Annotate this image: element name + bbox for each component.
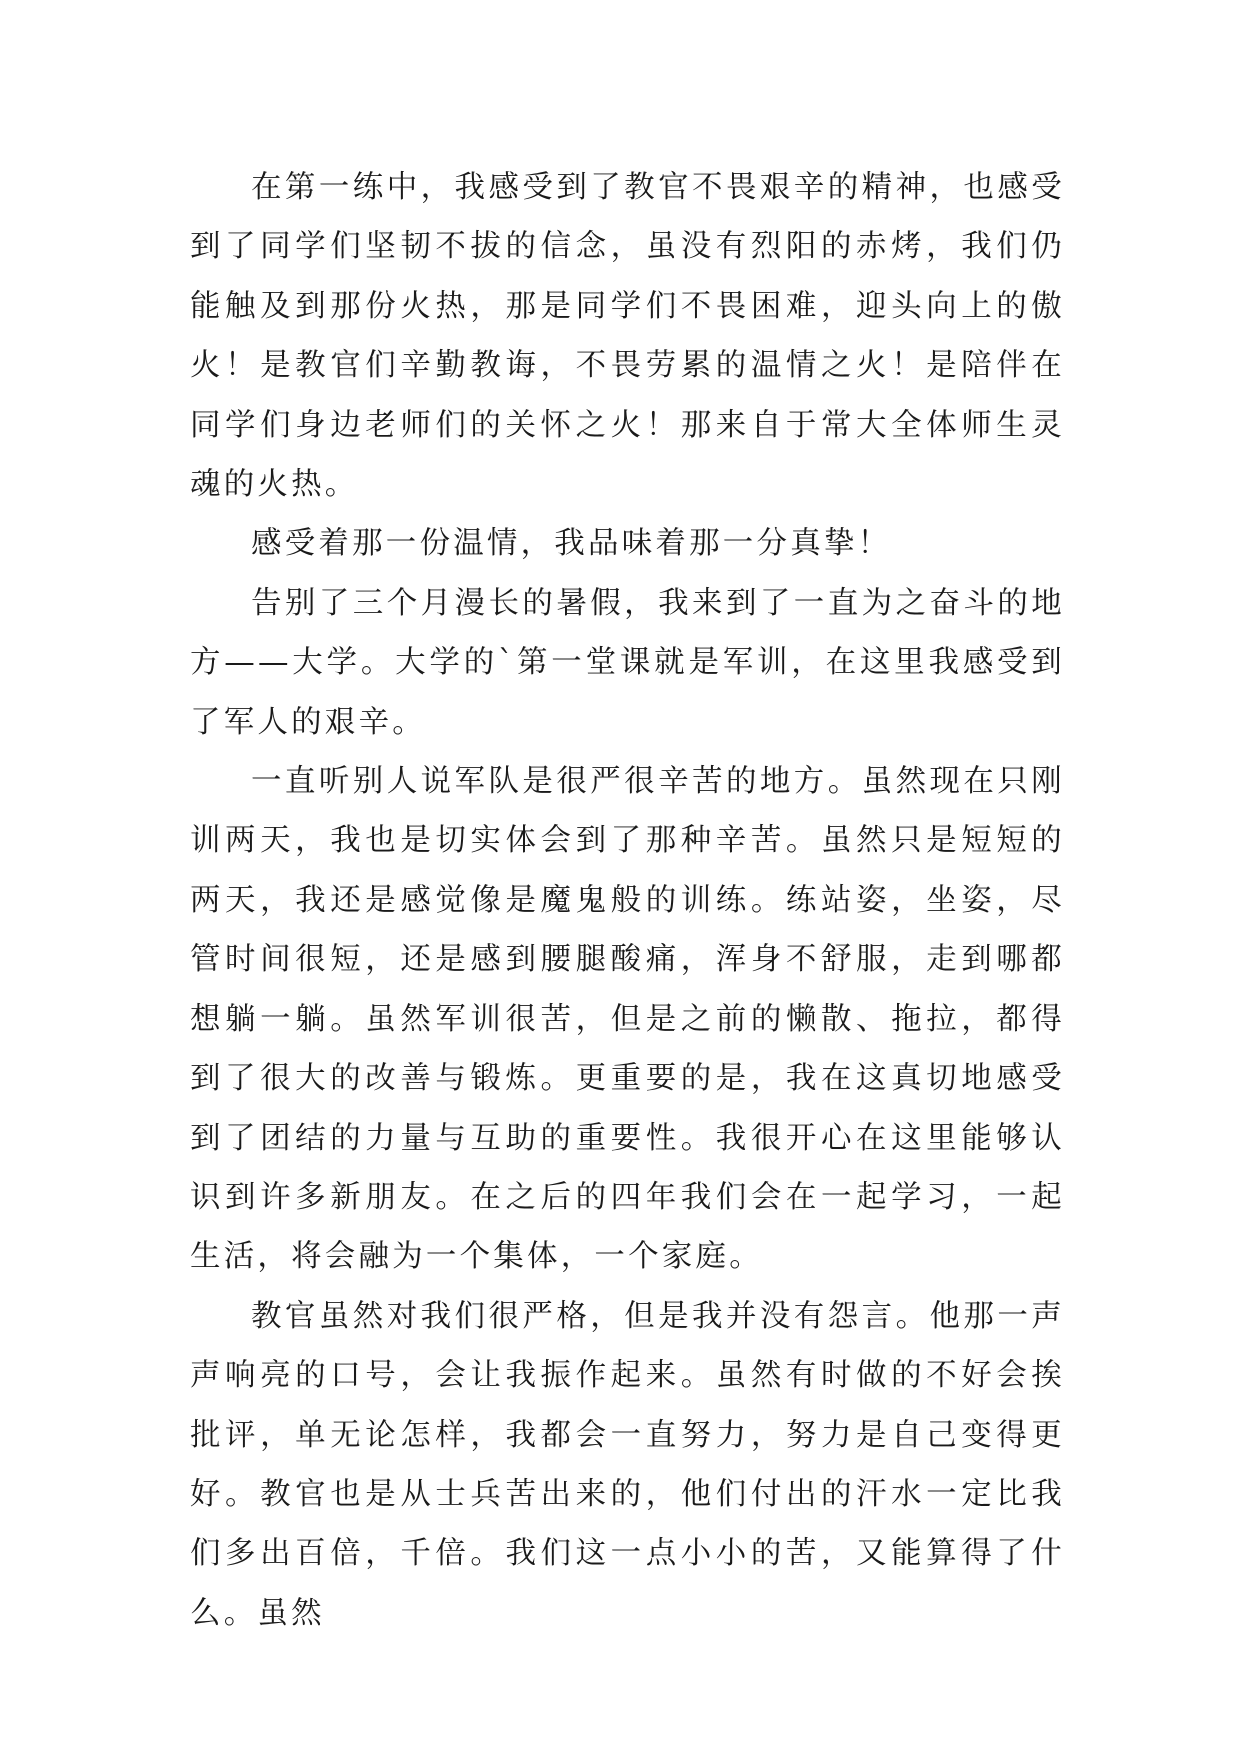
- paragraph-3: 告别了三个月漫长的暑假，我来到了一直为之奋斗的地方——大学。大学的`第一堂课就是军训，在这里我感受到了军人的艰辛。: [190, 585, 1065, 740]
- paragraph-1: 在第一练中，我感受到了教官不畏艰辛的精神，也感受到了同学们坚韧不拔的信念，虽没有烈阳的赤烤，我们仍能触及到那份火热，那是同学们不畏困难，迎头向上的傲火！是教官们辛勤教诲，不畏劳累的温情之火！是陪伴在同学们身边老师们的关怀之火！那来自于常大全体师生灵魂的火热。: [190, 170, 1065, 503]
- paragraph-2: 感受着那一份温情，我品味着那一分真挚！: [251, 526, 892, 562]
- paragraph-5: 教官虽然对我们很严格，但是我并没有怨言。他那一声声响亮的口号，会让我振作起来。虽然有时做的不好会挨批评，单无论怎样，我都会一直努力，努力是自己变得更好。教官也是从士兵苦出来的，他们付出的汗水一定比我们多出百倍，千倍。我们这一点小小的苦，又能算得了什么。虽然: [190, 1298, 1065, 1631]
- paragraph-4: 一直听别人说军队是很严很辛苦的地方。虽然现在只刚训两天，我也是切实体会到了那种辛苦。虽然只是短短的两天，我还是感觉像是魔鬼般的训练。练站姿，坐姿，尽管时间很短，还是感到腰腿酸痛，浑身不舒服，走到哪都想躺一躺。虽然军训很苦，但是之前的懒散、拖拉，都得到了很大的改善与锻炼。更重要的是，我在这真切地感受到了团结的力量与互助的重要性。我很开心在这里能够认识到许多新朋友。在之后的四年我们会在一起学习，一起生活，将会融为一个集体，一个家庭。: [190, 764, 1065, 1275]
- body-text: [190, 158, 1065, 1643]
